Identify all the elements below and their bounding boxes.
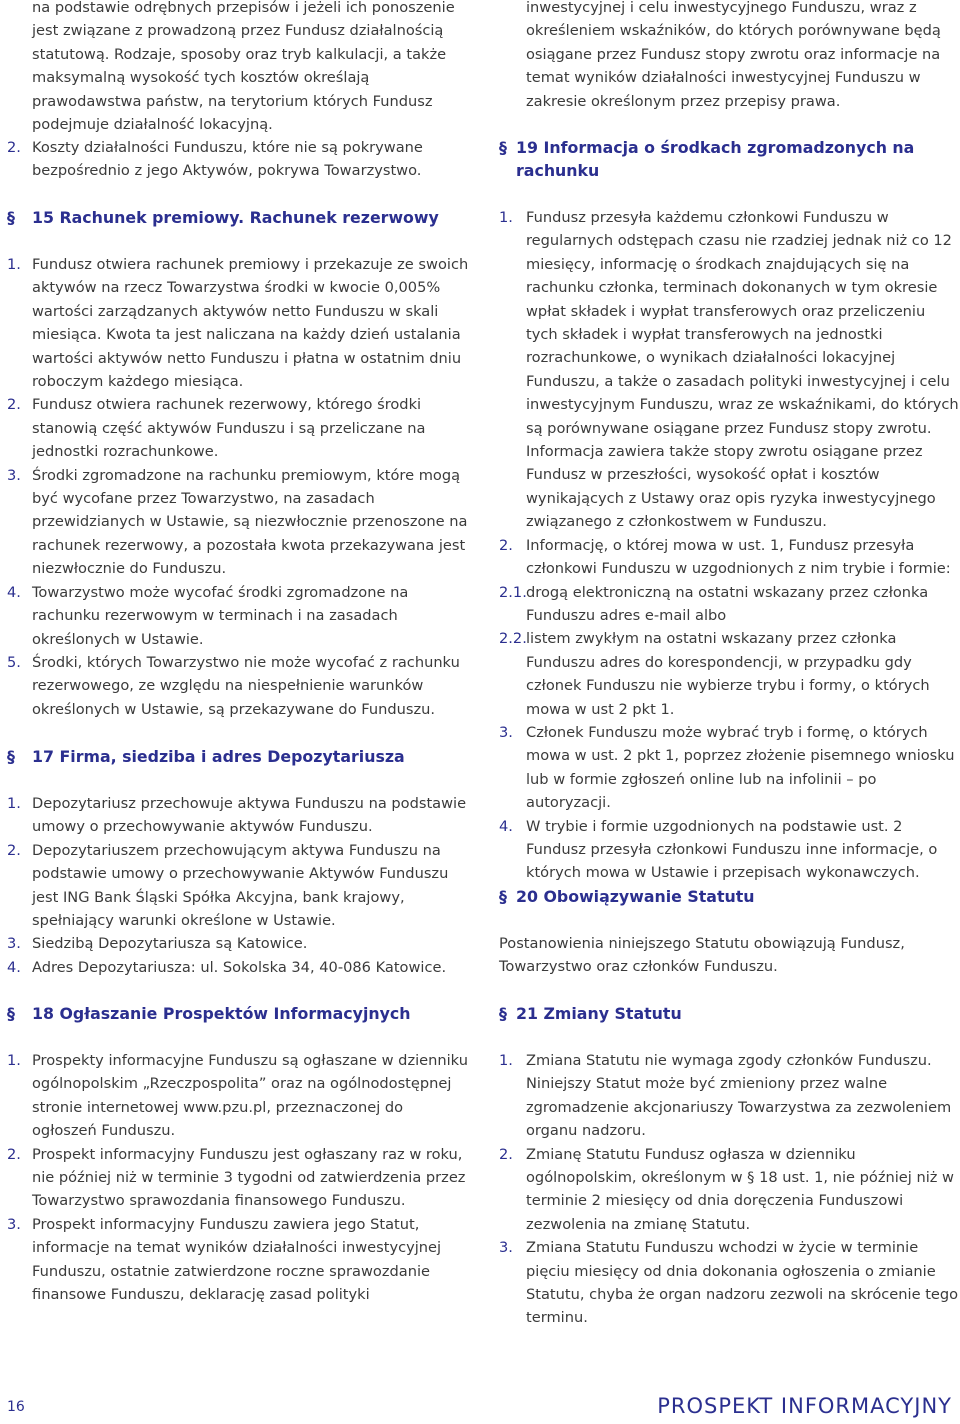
item-number: 4. <box>499 817 513 835</box>
footer-title: PROSPEKT INFORMACYJNY <box>657 1394 952 1418</box>
item-text: Fundusz otwiera rachunek rezerwowy, którego środki stanowią część aktywów Funduszu i są przeliczane na jednostki rozrachunkowe. <box>32 396 426 461</box>
item-number: 2. <box>499 536 513 554</box>
item-number: 2. <box>7 1145 21 1163</box>
section-19-list <box>490 206 960 885</box>
item-text: drogą elektroniczną na ostatni wskazany przez członka Funduszu adres e-mail albo <box>526 583 929 624</box>
list-item <box>490 1236 960 1330</box>
item-number: 2. <box>7 396 21 414</box>
item-number: 2. <box>7 139 21 156</box>
item-text: Zmiana Statutu nie wymaga zgody członków Funduszu. Niniejszy Statut może być zmieniony przez walne zgromadzenie akcjonariuszy Towarzystwa za zezwoleniem organu nadzoru. <box>526 1052 952 1140</box>
list-item <box>0 464 470 581</box>
section-15-list <box>0 253 470 721</box>
item-text: Prospekt informacyjny Funduszu zawiera jego Statut, informacje na temat wyników działalności inwestycyjnej Funduszu, ostatnie zatwierdzone roczne sprawozdanie finansowe Funduszu, deklarację zasad polityki <box>32 1215 442 1304</box>
list-item <box>0 1049 470 1143</box>
section-21-list <box>490 1049 960 1330</box>
intro-paragraph: na podstawie odrębnych przepisów i jeżeli ich ponoszenie jest związane z prowadzoną przez Fundusz działalnością statutową. Rodzaje, sposoby oraz tryb kalkulacji, a także maksymalną wysokość tych kosztów określają prawodawstwa państw, na terytorium których Fundusz podejmuje działalność lokacyjną. <box>32 0 455 134</box>
section-heading-17 <box>0 745 470 768</box>
list-item <box>0 581 470 651</box>
item-text: Koszty działalności Funduszu, które nie są pokrywane bezpośrednio z jego Aktywów, pokrywa Towarzystwo. <box>32 139 423 180</box>
list-item <box>490 1143 960 1237</box>
section-sign: § <box>7 1004 15 1023</box>
item-number: 4. <box>7 583 21 601</box>
item-text: Informację, o której mowa w ust. 1, Fundusz przesyła członkowi Funduszu w uzgodnionych z nim trybie i formie: <box>526 536 951 578</box>
page-number: 16 <box>7 1399 25 1415</box>
section-sign: § <box>7 747 15 766</box>
item-number: 3. <box>499 723 513 741</box>
list-item <box>0 1143 470 1213</box>
section-heading-19 <box>490 136 940 183</box>
item-text: Środki, których Towarzystwo nie może wycofać z rachunku rezerwowego, ze względu na niespełnienie warunków określonych w Ustawie, są przekazywane do Funduszu. <box>32 653 460 718</box>
item-text: Zmianę Statutu Fundusz ogłasza w dzienniku ogólnopolskim, określonym w § 18 ust. 1, nie później niż w terminie 2 miesięcy od dnia doręczenia Funduszowi zezwolenia na zmianę Statutu. <box>526 1145 954 1233</box>
section-sign: § <box>499 1004 507 1023</box>
list-item <box>0 253 470 393</box>
item-text: Środki zgromadzone na rachunku premiowym, które mogą być wycofane przez Towarzystwo, na zasadach przewidzianych w Ustawie, są niezwłocznie przenoszone na rachunek rezerwowy, a pozostała kwota przekazywana jest niezwłocznie do Funduszu. <box>32 466 468 578</box>
list-item <box>0 1213 470 1307</box>
item-text: Towarzystwo może wycofać środki zgromadzone na rachunku rezerwowym w terminach i na zasadach określonych w Ustawie. <box>32 583 409 648</box>
section-heading-18 <box>0 1002 470 1025</box>
item-text: Prospekty informacyjne Funduszu są ogłaszane w dzienniku ogólnopolskim „Rzeczpospolita” oraz na ogólnodostępnej stronie internetowej www.pzu.pl, przeznaczonej do ogłoszeń Funduszu. <box>32 1052 468 1140</box>
list-item <box>490 815 960 885</box>
item-text: Depozytariusz przechowuje aktywa Funduszu na podstawie umowy o przechowywanie aktywów Funduszu. <box>32 795 467 836</box>
list-item <box>0 393 470 463</box>
section-title: 15 Rachunek premiowy. Rachunek rezerwowy <box>32 208 439 227</box>
list-item <box>0 651 470 721</box>
item-number: 3. <box>7 466 21 484</box>
item-text: Fundusz przesyła każdemu członkowi Funduszu w regularnych odstępach czasu nie rzadziej jednak niż co 12 miesięcy, informację o środkach znajdujących się na rachunku członka, terminach dokonanych w tym okresie wpłat składek i wypłat transferowych oraz przeliczeniu tych składek i wypłat transferowych na jednostki rozrachunkowe, o wynikach działalności lokacyjnej Funduszu, a także o zasadach polityki inwestycyjnej i celu inwestycyjnym Funduszu, wraz ze wskaźnikami, do których są porównywane osiągane przez Fundusz stopy zwrotu. Informacja zawiera także stopy zwrotu osiągane przez Fundusz w przeszłości, wysokość opłat i kosztów wynikających z Ustawy oraz opis ryzyka inwestycyjnego związanego z członkostwem w Funduszu. <box>526 209 959 531</box>
item-number: 2. <box>7 841 21 859</box>
section-17-list <box>0 792 470 979</box>
item-number: 1. <box>7 795 21 812</box>
list-item <box>0 932 470 955</box>
list-item <box>0 839 470 933</box>
item-text: Adres Depozytariusza: ul. Sokolska 34, 40-086 Katowice. <box>32 958 447 976</box>
item-number: 3. <box>7 935 21 953</box>
item-number: 2. <box>499 1145 513 1163</box>
section-title: 20 Obowiązywanie Statutu <box>516 887 755 906</box>
section-title: 17 Firma, siedziba i adres Depozytariusza <box>32 747 405 766</box>
sub-list-item <box>490 581 960 628</box>
list-item <box>490 206 960 534</box>
item-text: Depozytariuszem przechowującym aktywa Funduszu na podstawie umowy o przechowywanie Aktywów Funduszu jest ING Bank Śląski Spółka Akcyjna, bank krajowy, spełniający warunki określone w Ustawie. <box>32 841 449 930</box>
section-18-list <box>0 1049 470 1306</box>
item-number: 1. <box>499 1052 513 1069</box>
list-item <box>0 956 470 979</box>
item-number: 2.2. <box>499 630 527 648</box>
list-item <box>0 792 470 839</box>
list-item <box>490 721 960 815</box>
item-number: 1. <box>7 1052 21 1069</box>
section-title: 21 Zmiany Statutu <box>516 1004 682 1023</box>
item-text: Członek Funduszu może wybrać tryb i formę, o których mowa w ust. 2 pkt 1, poprzez złożenie pisemnego wniosku lub w formie zgłoszeń online lub na infolinii – po autoryzacji. <box>526 723 955 812</box>
section-title: 18 Ogłaszanie Prospektów Informacyjnych <box>32 1004 411 1023</box>
item-number: 5. <box>7 653 21 671</box>
item-number: 1. <box>499 209 513 226</box>
item-text: Zmiana Statutu Funduszu wchodzi w życie w terminie pięciu miesięcy od dnia dokonania ogłoszenia o zmianie Statutu, chyba że organ nadzoru zezwoli na skrócenie tego terminu. <box>526 1239 959 1327</box>
section-heading-21 <box>490 1002 960 1025</box>
item-text: Prospekt informacyjny Funduszu jest ogłaszany raz w roku, nie później niż w terminie 3 tygodni od zatwierdzenia przez Towarzystwo sprawozdania finansowego Funduszu. <box>32 1145 466 1210</box>
list-item <box>0 136 470 183</box>
section-sign: § <box>499 887 507 906</box>
item-number: 3. <box>499 1239 513 1257</box>
item-number: 1. <box>7 256 21 273</box>
section-sign: § <box>499 138 507 157</box>
section-heading-15 <box>0 206 470 229</box>
item-number: 3. <box>7 1215 21 1233</box>
item-number: 4. <box>7 958 21 976</box>
list-item <box>490 1049 960 1143</box>
section-20-text: Postanowienia niniejszego Statutu obowiązują Fundusz, Towarzystwo oraz członków Funduszu. <box>499 935 905 976</box>
item-text: W trybie i formie uzgodnionych na podstawie ust. 2 Fundusz przesyła członkowi Funduszu inne informacje, o których mowa w Ustawie i przepisach wykonawczych. <box>526 817 938 882</box>
item-text: Siedzibą Depozytariusza są Katowice. <box>32 935 308 953</box>
section-heading-20 <box>490 885 960 908</box>
item-text: Fundusz otwiera rachunek premiowy i przekazuje ze swoich aktywów na rzecz Towarzystwa środki w kwocie 0,005% wartości zarządzanych aktywów netto Funduszu w skali miesiąca. Kwota ta jest naliczana na każdy dzień ustalania wartości aktywów netto Funduszu i płatna w ostatnim dniu roboczym każdego miesiąca. <box>32 256 469 391</box>
section-title: 19 Informacja o środkach zgromadzonych na rachunku <box>516 138 915 181</box>
section-sign: § <box>7 208 15 227</box>
intro-paragraph: inwestycyjnej i celu inwestycyjnego Funduszu, wraz z określeniem wskaźników, do których porównywane będą osiągane przez Fundusz stopy zwrotu oraz informacje na temat wyników działalności inwestycyjnej Funduszu w zakresie określonym przez przepisy prawa. <box>526 0 941 110</box>
item-number: 2.1. <box>499 583 527 601</box>
list-item <box>490 534 960 581</box>
sub-list-item <box>490 627 960 721</box>
item-text: listem zwykłym na ostatni wskazany przez członka Funduszu adres do korespondencji, w przypadku gdy członek Funduszu nie wybierze trybu i formy, o których mowa w ust 2 pkt 1. <box>526 630 930 718</box>
